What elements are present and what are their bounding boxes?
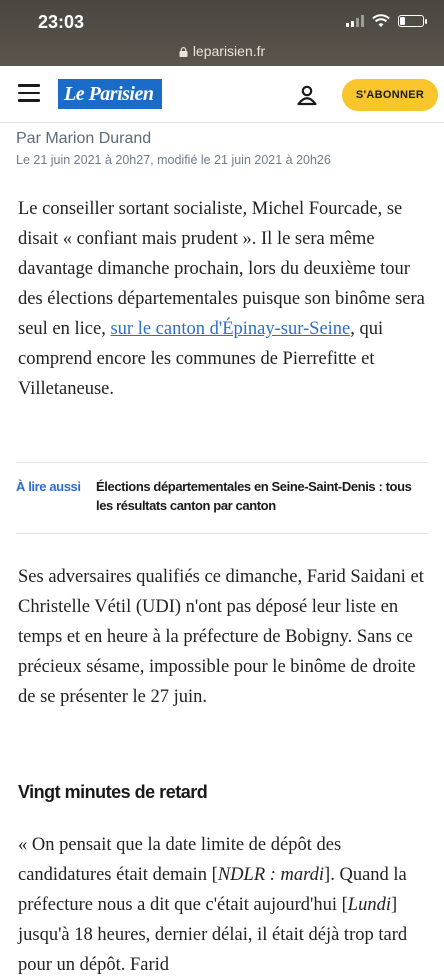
read-also-link[interactable]: Élections départementales en Seine-Saint-Denis : tous les résultats canton par canton xyxy=(96,479,412,513)
wifi-icon xyxy=(372,14,390,28)
menu-icon[interactable] xyxy=(18,84,40,102)
article-paragraph: Ses adversaires qualifiés ce dimanche, Farid Saidani et Christelle Vétil (UDI) n'ont pas déposé leur liste en temps et en heure à la préfecture de Bobigny. Sans ce précieux sésame, impossible pour le binôme de droite de se présenter le 27 juin. xyxy=(18,567,424,707)
site-header xyxy=(0,66,444,123)
battery-icon xyxy=(398,15,424,27)
subscribe-button[interactable]: S'ABONNER xyxy=(342,79,438,111)
status-time: 23:03 xyxy=(38,12,85,32)
url-text: leparisien.fr xyxy=(192,43,266,59)
editor-note: Lundi xyxy=(347,895,391,915)
canton-link[interactable]: sur le canton d'Épinay-sur-Seine xyxy=(110,319,351,339)
section-heading: Vingt minutes de retard xyxy=(18,782,208,802)
address-bar[interactable] xyxy=(0,43,444,59)
read-also-box xyxy=(16,462,428,534)
publish-date: Le 21 juin 2021 à 20h27, modifié le 21 juin 2021 à 20h26 xyxy=(16,153,331,167)
article-paragraph xyxy=(18,194,430,404)
paragraph-text: Le conseiller sortant socialiste, Michel Fourcade, se disait « confiant mais prudent ». Il le sera même davantage dimanche prochain, lors du deuxième tour des élections départementales puisque son binôme sera seul en lice, xyxy=(18,199,425,339)
lock-icon xyxy=(179,47,188,57)
signal-icon xyxy=(346,15,364,27)
status-icons xyxy=(346,14,424,28)
browser-chrome xyxy=(0,0,444,66)
article-paragraph xyxy=(18,830,430,980)
paragraph-text: ] jusqu'à 18 heures, dernier délai, il était déjà trop tard pour un dépôt. Farid xyxy=(18,895,408,975)
account-icon[interactable] xyxy=(296,84,318,106)
paragraph-text: « On pensait que la date limite de dépôt des candidatures était demain [ xyxy=(18,835,342,885)
paragraph-text: ]. Quand la préfecture nous a dit que c'était aujourd'hui [ xyxy=(18,865,407,915)
author-byline[interactable]: Par Marion Durand xyxy=(16,130,152,147)
site-logo[interactable]: Le Parisien xyxy=(58,79,162,109)
read-also-label: À lire aussi xyxy=(16,479,81,494)
editor-note: NDLR : mardi xyxy=(217,865,325,885)
paragraph-text: , qui comprend encore les communes de Pierrefitte et Villetaneuse. xyxy=(18,319,384,399)
